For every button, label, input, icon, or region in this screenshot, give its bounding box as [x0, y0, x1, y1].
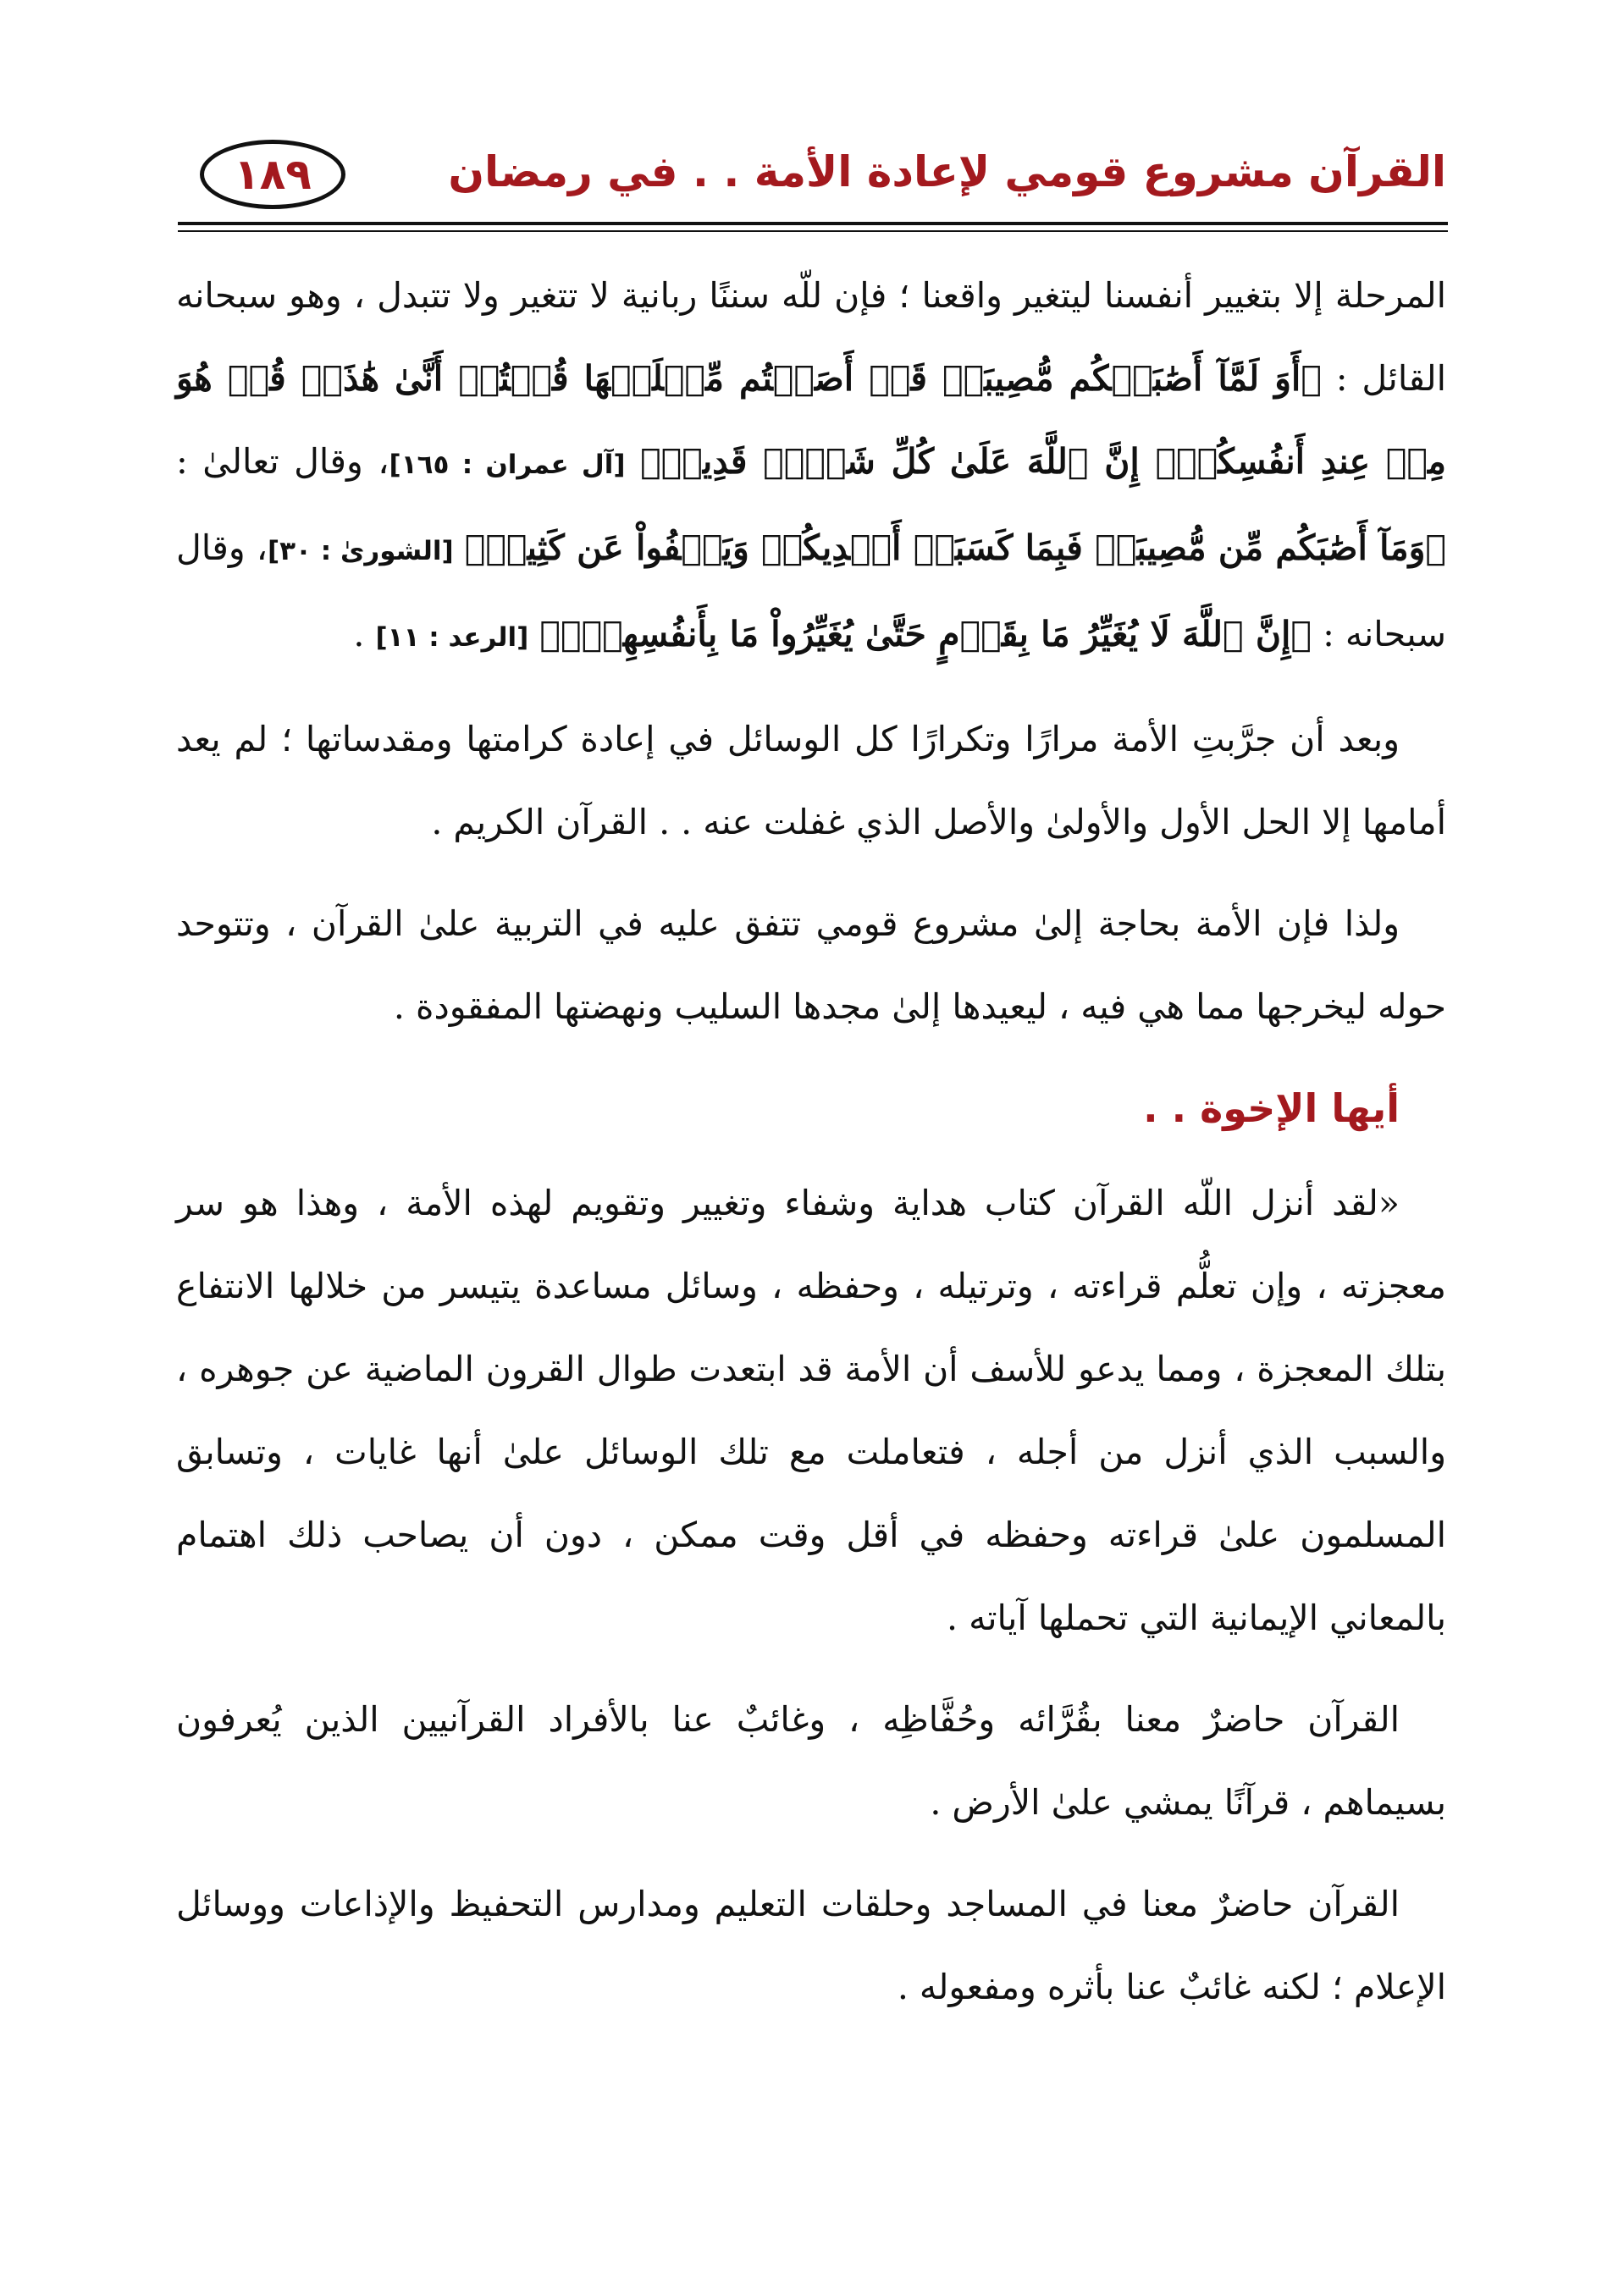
verse-reference-3: [الرعد : ١١] — [375, 622, 529, 653]
paragraph-1-text-b: ، وقال تعالىٰ : — [176, 441, 389, 482]
paragraph-3: ولذا فإن الأمة بحاجة إلىٰ مشروع قومي تتفق عليه في التربية علىٰ القرآن ، وتتوحد حوله ليخرجها مما هي فيه ، ليعيدها إلىٰ مجدها السليب ونهضتها المفقودة . — [176, 903, 1446, 1027]
paragraph-2: وبعد أن جرَّبتِ الأمة مرارًا وتكرارًا كل الوسائل في إعادة كرامتها ومقدساتها ؛ لم يعد أمامها إلا الحل الأول والأولىٰ والأصل الذي غفلت عنه . . القرآن الكريم . — [176, 719, 1446, 842]
quran-verse-ash-shura-30: ﴿وَمَآ أَصَٰبَكُم مِّن مُّصِيبَةٖ فَبِمَا كَسَبَتۡ أَيۡدِيكُمۡ وَيَعۡفُواْ عَن كَثِيرٖ﴾ — [464, 527, 1446, 568]
quran-verse-ar-rad-11: ﴿إِنَّ ٱللَّهَ لَا يُغَيِّرُ مَا بِقَوۡمٍ حَتَّىٰ يُغَيِّرُواْ مَا بِأَنفُسِهِمۡۗ﴾ — [539, 614, 1312, 654]
quran-verse-al-imran-165: ﴿أَوَ لَمَّآ أَصَٰبَتۡكُم مُّصِيبَةٞ قَدۡ أَصَبۡتُم مِّثۡلَيۡهَا قُلۡتُمۡ أَنَّىٰ هَٰذَاۖ قُلۡ هُوَ مِنۡ عِندِ أَنفُسِكُمۡۗ إِنَّ ٱللَّهَ عَلَىٰ كُلِّ شَيۡءٖ قَدِيرٞ﴾ — [176, 358, 1446, 482]
paragraph-1-text-d: . — [353, 614, 365, 654]
paragraph-quran-present-readers: القرآن حاضرٌ معنا بقُرَّائه وحُفَّاظِه ، وغائبٌ عنا بالأفراد القرآنيين الذين يُعرفون بسيماهم ، قرآنًا يمشي علىٰ الأرض . — [176, 1699, 1446, 1823]
paragraph-1-text-c: ، وقال سبحانه : — [176, 527, 1446, 654]
paragraph-quran-present-mosques: القرآن حاضرٌ معنا في المساجد وحلقات التعليم ومدارس التحفيظ والإذاعات ووسائل الإعلام ؛ لكنه غائبٌ عنا بأثره ومفعوله . — [176, 1884, 1446, 2007]
paragraph-1-text-a: المرحلة إلا بتغيير أنفسنا ليتغير واقعنا ؛ فإن للّه سننًا ربانية لا تتغير ولا تتبدل ، وهو سبحانه القائل : — [176, 275, 1446, 399]
verse-reference-1: [آل عمران : ١٦٥] — [389, 450, 626, 480]
page-body — [176, 254, 1446, 2047]
header-rule-thick — [178, 222, 1448, 225]
section-heading: أيها الإخوة . . — [1143, 1085, 1400, 1131]
paragraph-1 — [176, 254, 1446, 679]
header-rule-thin — [178, 230, 1448, 232]
verse-reference-2: [الشورىٰ : ٣٠] — [267, 536, 454, 566]
page-number: ١٨٩ — [200, 140, 345, 209]
quote-paragraph: «لقد أنزل اللّه القرآن كتاب هداية وشفاء وتغيير وتقويم لهذه الأمة ، وهذا هو سر معجزته ، وإن تعلُّم قراءته ، وترتيله ، وحفظه ، وسائل مساعدة يتيسر من خلالها الانتفاع بتلك المعجزة ، ومما يدعو للأسف أن الأمة قد ابتعدت طوال القرون الماضية عن جوهره ، والسبب الذي أنزل من أجله ، فتعاملت مع تلك الوسائل علىٰ أنها غايات ، وتسابق المسلمون علىٰ قراءته وحفظه في أقل وقت ممكن ، دون أن يصاحب ذلك اهتمام بالمعاني الإيمانية التي تحملها آياته . — [176, 1183, 1446, 1638]
running-title: القرآن مشروع قومي لإعادة الأمة . . في رمضان — [448, 147, 1446, 196]
